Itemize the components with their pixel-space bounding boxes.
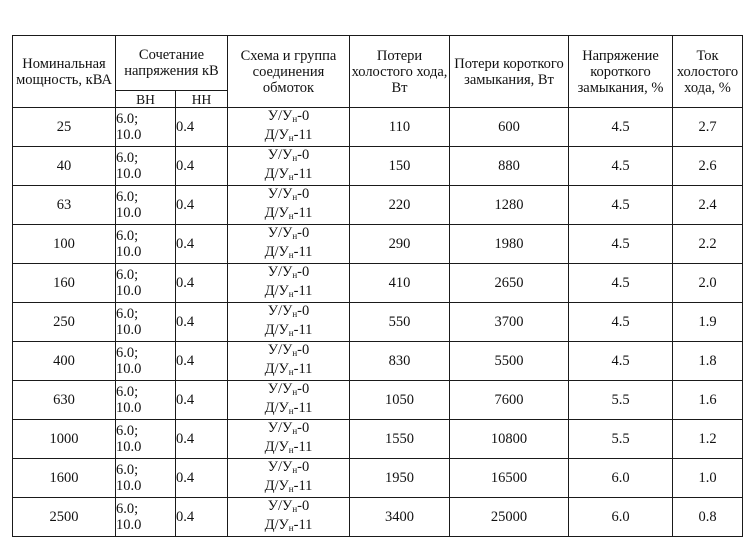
- scheme-line-2: [228, 400, 349, 419]
- hv-voltage-line-1: 6.0;: [116, 228, 139, 244]
- scheme-prefix: Д/У: [264, 361, 289, 377]
- cell-winding-scheme: [228, 108, 350, 147]
- hv-voltage-line-2: 10.0: [116, 244, 142, 260]
- scheme-line-1: [228, 303, 349, 322]
- scheme-prefix: У/У: [267, 264, 293, 280]
- scheme-suffix: -0: [297, 381, 310, 397]
- cell-noload-current: 2.4: [673, 186, 743, 225]
- cell-hv-voltage: [116, 186, 176, 225]
- cell-sc-loss: 600: [450, 108, 569, 147]
- header-lv: НН: [176, 91, 228, 108]
- cell-winding-scheme: [228, 264, 350, 303]
- hv-voltage-line-1: 6.0;: [116, 189, 139, 205]
- cell-sc-voltage: 4.5: [569, 186, 673, 225]
- scheme-subscript: н: [288, 484, 294, 494]
- cell-lv-voltage: 0.4: [176, 420, 228, 459]
- cell-winding-scheme: [228, 303, 350, 342]
- hv-voltage-line-2: 10.0: [116, 478, 142, 494]
- scheme-prefix: У/У: [267, 342, 293, 358]
- scheme-suffix: -0: [297, 264, 310, 280]
- scheme-suffix: -0: [297, 303, 310, 319]
- scheme-suffix: -0: [297, 108, 310, 124]
- cell-noload-loss: 110: [350, 108, 450, 147]
- scheme-line-1: [228, 225, 349, 244]
- hv-voltage-line-1: 6.0;: [116, 150, 139, 166]
- table-row: [13, 342, 743, 381]
- scheme-suffix: -11: [293, 361, 313, 377]
- header-sc-voltage: Напряжение короткого замыкания, %: [569, 36, 673, 108]
- cell-sc-voltage: 4.5: [569, 147, 673, 186]
- scheme-subscript: н: [288, 445, 294, 455]
- cell-noload-current: 1.2: [673, 420, 743, 459]
- cell-noload-current: 2.2: [673, 225, 743, 264]
- header-hv: ВН: [116, 91, 176, 108]
- hv-voltage-line-1: 6.0;: [116, 111, 139, 127]
- cell-hv-voltage: [116, 225, 176, 264]
- scheme-line-1: [228, 381, 349, 400]
- cell-sc-voltage: 5.5: [569, 381, 673, 420]
- cell-power: 2500: [13, 498, 116, 537]
- cell-hv-voltage: [116, 147, 176, 186]
- cell-power: 160: [13, 264, 116, 303]
- cell-winding-scheme: [228, 186, 350, 225]
- scheme-suffix: -11: [293, 478, 313, 494]
- scheme-line-1: [228, 264, 349, 283]
- hv-voltage-line-1: 6.0;: [116, 384, 139, 400]
- scheme-line-2: [228, 322, 349, 341]
- scheme-subscript: н: [288, 367, 294, 377]
- cell-lv-voltage: 0.4: [176, 108, 228, 147]
- hv-voltage-line-1: 6.0;: [116, 423, 139, 439]
- hv-voltage-line-2: 10.0: [116, 205, 142, 221]
- scheme-line-2: [228, 361, 349, 380]
- scheme-subscript: н: [292, 387, 298, 397]
- cell-noload-loss: 1950: [350, 459, 450, 498]
- cell-lv-voltage: 0.4: [176, 147, 228, 186]
- scheme-prefix: Д/У: [264, 517, 289, 533]
- cell-hv-voltage: [116, 498, 176, 537]
- scheme-prefix: У/У: [267, 498, 293, 514]
- cell-winding-scheme: [228, 342, 350, 381]
- cell-sc-voltage: 4.5: [569, 303, 673, 342]
- table-row: [13, 264, 743, 303]
- scheme-prefix: У/У: [267, 225, 293, 241]
- cell-noload-current: 1.9: [673, 303, 743, 342]
- cell-hv-voltage: [116, 420, 176, 459]
- hv-voltage-line-1: 6.0;: [116, 345, 139, 361]
- cell-power: 1000: [13, 420, 116, 459]
- scheme-line-1: [228, 498, 349, 517]
- cell-sc-loss: 880: [450, 147, 569, 186]
- scheme-suffix: -11: [293, 205, 313, 221]
- header-row: [13, 36, 743, 91]
- cell-noload-current: 2.0: [673, 264, 743, 303]
- hv-voltage-line-2: 10.0: [116, 361, 142, 377]
- scheme-prefix: Д/У: [264, 205, 289, 221]
- cell-noload-loss: 150: [350, 147, 450, 186]
- cell-noload-loss: 550: [350, 303, 450, 342]
- transformer-spec-sheet: [12, 35, 743, 537]
- cell-sc-loss: 2650: [450, 264, 569, 303]
- table-row: [13, 225, 743, 264]
- scheme-line-1: [228, 459, 349, 478]
- scheme-line-1: [228, 342, 349, 361]
- scheme-prefix: У/У: [267, 147, 293, 163]
- cell-winding-scheme: [228, 381, 350, 420]
- hv-voltage-line-1: 6.0;: [116, 267, 139, 283]
- scheme-prefix: Д/У: [264, 478, 289, 494]
- table-row: [13, 420, 743, 459]
- scheme-subscript: н: [288, 211, 294, 221]
- cell-sc-loss: 7600: [450, 381, 569, 420]
- scheme-suffix: -11: [293, 127, 313, 143]
- scheme-prefix: У/У: [267, 303, 293, 319]
- cell-sc-loss: 1980: [450, 225, 569, 264]
- scheme-prefix: У/У: [267, 381, 293, 397]
- scheme-line-2: [228, 166, 349, 185]
- scheme-subscript: н: [288, 328, 294, 338]
- cell-noload-loss: 290: [350, 225, 450, 264]
- hv-voltage-line-1: 6.0;: [116, 501, 139, 517]
- cell-power: 1600: [13, 459, 116, 498]
- cell-sc-loss: 25000: [450, 498, 569, 537]
- scheme-line-1: [228, 108, 349, 127]
- scheme-subscript: н: [288, 406, 294, 416]
- cell-sc-voltage: 6.0: [569, 459, 673, 498]
- scheme-suffix: -11: [293, 517, 313, 533]
- cell-noload-current: 0.8: [673, 498, 743, 537]
- scheme-subscript: н: [292, 309, 298, 319]
- cell-sc-loss: 3700: [450, 303, 569, 342]
- table-row: [13, 108, 743, 147]
- cell-sc-voltage: 4.5: [569, 264, 673, 303]
- scheme-subscript: н: [292, 231, 298, 241]
- scheme-prefix: Д/У: [264, 244, 289, 260]
- cell-lv-voltage: 0.4: [176, 225, 228, 264]
- cell-sc-loss: 5500: [450, 342, 569, 381]
- cell-lv-voltage: 0.4: [176, 498, 228, 537]
- cell-noload-current: 2.6: [673, 147, 743, 186]
- scheme-subscript: н: [288, 172, 294, 182]
- scheme-prefix: Д/У: [264, 439, 289, 455]
- scheme-prefix: У/У: [267, 420, 293, 436]
- cell-power: 400: [13, 342, 116, 381]
- cell-sc-loss: 16500: [450, 459, 569, 498]
- cell-hv-voltage: [116, 342, 176, 381]
- cell-power: 40: [13, 147, 116, 186]
- hv-voltage-line-1: 6.0;: [116, 462, 139, 478]
- table-row: [13, 381, 743, 420]
- header-noload-loss: Потери холостого хода, Вт: [350, 36, 450, 108]
- transformer-spec-table: [12, 35, 743, 537]
- hv-voltage-line-2: 10.0: [116, 283, 142, 299]
- scheme-prefix: У/У: [267, 108, 293, 124]
- cell-noload-current: 1.0: [673, 459, 743, 498]
- scheme-line-2: [228, 517, 349, 536]
- hv-voltage-line-2: 10.0: [116, 166, 142, 182]
- cell-noload-current: 1.8: [673, 342, 743, 381]
- scheme-suffix: -0: [297, 225, 310, 241]
- cell-sc-voltage: 4.5: [569, 342, 673, 381]
- cell-winding-scheme: [228, 147, 350, 186]
- scheme-suffix: -0: [297, 498, 310, 514]
- table-row: [13, 459, 743, 498]
- cell-noload-loss: 220: [350, 186, 450, 225]
- cell-power: 630: [13, 381, 116, 420]
- scheme-suffix: -0: [297, 186, 310, 202]
- cell-winding-scheme: [228, 225, 350, 264]
- scheme-line-2: [228, 283, 349, 302]
- cell-lv-voltage: 0.4: [176, 186, 228, 225]
- scheme-subscript: н: [288, 250, 294, 260]
- cell-winding-scheme: [228, 420, 350, 459]
- hv-voltage-line-2: 10.0: [116, 322, 142, 338]
- cell-noload-loss: 410: [350, 264, 450, 303]
- cell-noload-current: 2.7: [673, 108, 743, 147]
- scheme-subscript: н: [292, 465, 298, 475]
- hv-voltage-line-2: 10.0: [116, 127, 142, 143]
- scheme-suffix: -0: [297, 459, 310, 475]
- scheme-suffix: -11: [293, 283, 313, 299]
- cell-lv-voltage: 0.4: [176, 264, 228, 303]
- cell-noload-loss: 1050: [350, 381, 450, 420]
- scheme-subscript: н: [288, 133, 294, 143]
- scheme-subscript: н: [292, 504, 298, 514]
- cell-hv-voltage: [116, 303, 176, 342]
- scheme-line-2: [228, 127, 349, 146]
- cell-noload-current: 1.6: [673, 381, 743, 420]
- cell-lv-voltage: 0.4: [176, 342, 228, 381]
- cell-hv-voltage: [116, 108, 176, 147]
- scheme-line-1: [228, 147, 349, 166]
- table-body: [13, 108, 743, 537]
- scheme-subscript: н: [292, 426, 298, 436]
- table-row: [13, 303, 743, 342]
- hv-voltage-line-1: 6.0;: [116, 306, 139, 322]
- cell-power: 100: [13, 225, 116, 264]
- header-sc-loss: Потери короткого замыкания, Вт: [450, 36, 569, 108]
- scheme-line-2: [228, 439, 349, 458]
- cell-hv-voltage: [116, 381, 176, 420]
- cell-noload-loss: 3400: [350, 498, 450, 537]
- scheme-prefix: Д/У: [264, 127, 289, 143]
- cell-sc-voltage: 5.5: [569, 420, 673, 459]
- cell-hv-voltage: [116, 264, 176, 303]
- header-scheme: Схема и группа соединения обмоток: [228, 36, 350, 108]
- scheme-prefix: У/У: [267, 186, 293, 202]
- scheme-prefix: У/У: [267, 459, 293, 475]
- header-power: Номинальная мощность, кВА: [13, 36, 116, 108]
- cell-noload-loss: 1550: [350, 420, 450, 459]
- cell-lv-voltage: 0.4: [176, 381, 228, 420]
- cell-sc-voltage: 4.5: [569, 108, 673, 147]
- scheme-line-2: [228, 244, 349, 263]
- hv-voltage-line-2: 10.0: [116, 439, 142, 455]
- scheme-line-1: [228, 420, 349, 439]
- table-row: [13, 147, 743, 186]
- scheme-subscript: н: [288, 523, 294, 533]
- cell-power: 250: [13, 303, 116, 342]
- cell-lv-voltage: 0.4: [176, 459, 228, 498]
- scheme-suffix: -11: [293, 439, 313, 455]
- scheme-suffix: -0: [297, 342, 310, 358]
- cell-noload-loss: 830: [350, 342, 450, 381]
- scheme-subscript: н: [288, 289, 294, 299]
- scheme-suffix: -11: [293, 400, 313, 416]
- header-noload-current: Ток холостого хода, %: [673, 36, 743, 108]
- scheme-suffix: -0: [297, 147, 310, 163]
- scheme-prefix: Д/У: [264, 283, 289, 299]
- cell-hv-voltage: [116, 459, 176, 498]
- cell-winding-scheme: [228, 459, 350, 498]
- scheme-line-2: [228, 205, 349, 224]
- scheme-prefix: Д/У: [264, 400, 289, 416]
- hv-voltage-line-2: 10.0: [116, 400, 142, 416]
- scheme-subscript: н: [292, 114, 298, 124]
- scheme-prefix: Д/У: [264, 322, 289, 338]
- cell-power: 25: [13, 108, 116, 147]
- scheme-suffix: -11: [293, 322, 313, 338]
- cell-sc-loss: 1280: [450, 186, 569, 225]
- cell-sc-loss: 10800: [450, 420, 569, 459]
- table-row: [13, 498, 743, 537]
- cell-sc-voltage: 6.0: [569, 498, 673, 537]
- scheme-suffix: -11: [293, 166, 313, 182]
- scheme-subscript: н: [292, 270, 298, 280]
- scheme-suffix: -11: [293, 244, 313, 260]
- scheme-line-1: [228, 186, 349, 205]
- cell-power: 63: [13, 186, 116, 225]
- scheme-suffix: -0: [297, 420, 310, 436]
- scheme-subscript: н: [292, 153, 298, 163]
- scheme-subscript: н: [292, 192, 298, 202]
- cell-lv-voltage: 0.4: [176, 303, 228, 342]
- scheme-prefix: Д/У: [264, 166, 289, 182]
- cell-winding-scheme: [228, 498, 350, 537]
- table-row: [13, 186, 743, 225]
- header-voltage: Сочетание напряжения кВ: [116, 36, 228, 91]
- hv-voltage-line-2: 10.0: [116, 517, 142, 533]
- scheme-subscript: н: [292, 348, 298, 358]
- cell-sc-voltage: 4.5: [569, 225, 673, 264]
- scheme-line-2: [228, 478, 349, 497]
